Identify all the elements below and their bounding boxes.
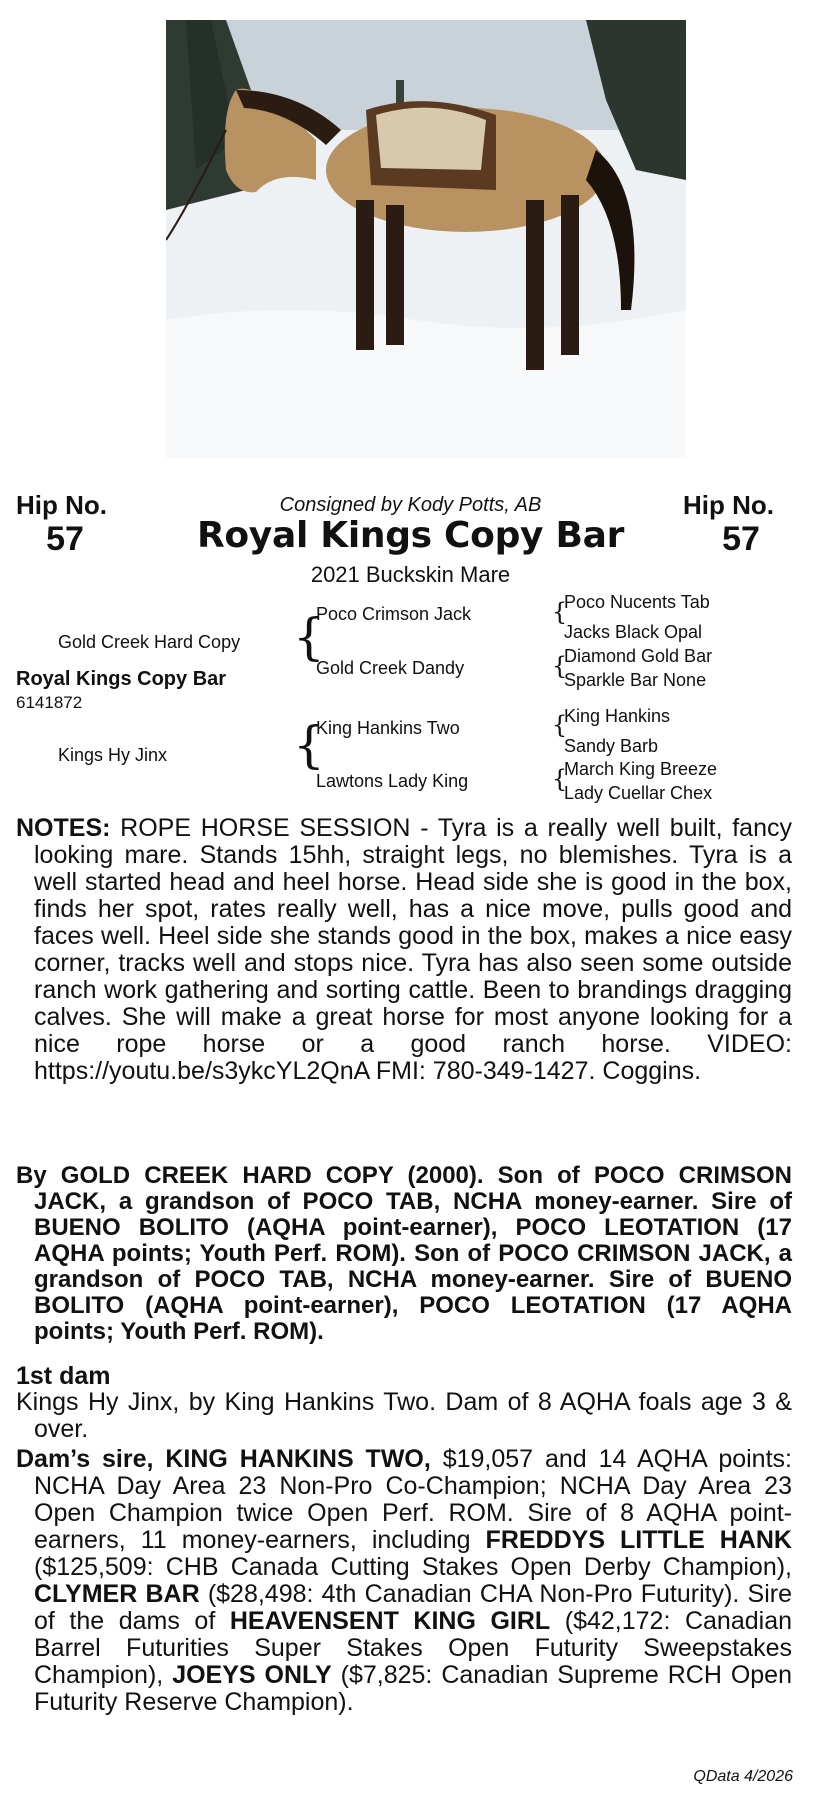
pedigree-gen3-3: Diamond Gold Bar: [564, 646, 713, 666]
offspring-name: JOEYS ONLY: [172, 1661, 332, 1689]
notes-text: ROPE HORSE SESSION - Tyra is a really well built, fancy looking mare. Stands 15hh, straight legs, no blemishes. Tyra is a well started head and heel horse. Head side she is good in the box, finds her spot, rates really well, has a nice move, pulls good and faces well. Heel side she stands good in the box, makes a nice easy corner, tracks well and stops nice. Tyra has also seen some outside ranch work gathering and sorting cattle. Been to brandings dragging calves. She will make a great horse for most anyone looking for a nice rope horse or a good ranch horse. VIDEO: https://youtu.be/s3ykcYL2QnA FMI: 780-349-1427. Coggins.: [34, 814, 792, 1085]
hip-label-left: Hip No.: [16, 490, 107, 520]
sire-paragraph: By GOLD CREEK HARD COPY (2000). Son of POCO CRIMSON JACK, a grandson of POCO TAB, NCHA money-earner. Sire of BUENO BOLITO (AQHA point-earner), POCO LEOTATION (17 AQHA points; Youth Perf. ROM). Son of POCO CRIMSON JACK, a grandson of POCO TAB, NCHA money-earner. Sire of BUENO BOLITO (AQHA point-earner), POCO LEOTATION (17 AQHA points; Youth Perf. ROM).: [16, 1162, 792, 1345]
pedigree-sire: Gold Creek Hard Copy: [58, 632, 241, 652]
offspring-name: FREDDYS LITTLE HANK: [485, 1526, 792, 1554]
brace-icon: {: [552, 652, 568, 680]
first-dam-text: Kings Hy Jinx, by King Hankins Two. Dam of 8 AQHA foals age 3 & over.: [16, 1388, 792, 1443]
brace-icon: {: [552, 711, 568, 739]
dams-sire-text: $19,057 and 14 AQHA points: NCHA Day Area 23 Non-Pro Co-Champion; NCHA Day Area 23 Open Champion twice Open Perf. ROM. Sire of 8 AQHA point-earners, 11 money-earners, including: [34, 1445, 792, 1554]
pedigree-dam: Kings Hy Jinx: [58, 745, 168, 765]
dams-sire-paragraph: [16, 1446, 792, 1716]
consigner-line: Consigned by Kody Potts, AB: [279, 494, 542, 516]
first-dam-heading: 1st dam: [16, 1362, 111, 1390]
pedigree-dam-sire: King Hankins Two: [316, 718, 460, 738]
dams-sire-text: ($125,509: CHB Canada Cutting Stakes Open Derby Champion),: [34, 1553, 792, 1581]
horse-subtitle: 2021 Buckskin Mare: [310, 562, 511, 587]
offspring-name: CLYMER BAR: [34, 1580, 200, 1608]
dams-sire-lead: Dam’s sire, KING HANKINS TWO,: [16, 1445, 431, 1473]
dams-sire-text: ($28,498: 4th Canadian CHA Non-Pro Futurity). Sire of the dams of: [34, 1580, 792, 1635]
hip-label-right: Hip No.: [683, 490, 774, 520]
horse-photo-illustration: [166, 20, 686, 458]
pedigree-gen3-7: March King Breeze: [564, 759, 718, 779]
brace-icon: {: [293, 608, 325, 666]
horse-name-title: Royal Kings Copy Bar: [196, 515, 625, 556]
pedigree-gen3-1: Poco Nucents Tab: [564, 592, 710, 612]
pedigree-dam-dam: Lawtons Lady King: [316, 771, 469, 791]
brace-icon: {: [293, 716, 325, 774]
pedigree-gen3-2: Jacks Black Opal: [564, 622, 703, 642]
pedigree-horse: Royal Kings Copy Bar: [16, 668, 227, 690]
dams-sire-text: ($42,172: Canadian Barrel Futurities Super Stakes Open Futurity Sweepstakes Champion),: [34, 1607, 792, 1689]
notes-paragraph: [16, 815, 792, 1085]
pedigree-gen3-6: Sandy Barb: [564, 736, 659, 756]
offspring-name: HEAVENSENT KING GIRL: [229, 1607, 551, 1635]
brace-icon: {: [552, 765, 568, 793]
pedigree-sire-dam: Gold Creek Dandy: [316, 658, 465, 678]
pedigree-gen3-5: King Hankins: [564, 706, 671, 726]
hip-number-right: 57: [722, 520, 760, 558]
registration-number: 6141872: [16, 693, 83, 712]
footer-tag: QData 4/2026: [693, 1768, 793, 1785]
hip-number-left: 57: [46, 520, 84, 558]
pedigree-gen3-8: Lady Cuellar Chex: [564, 783, 713, 803]
notes-label: NOTES:: [16, 814, 111, 842]
horse-photo: [166, 20, 686, 458]
brace-icon: {: [552, 598, 568, 626]
pedigree-gen3-4: Sparkle Bar None: [564, 670, 707, 690]
pedigree-sire-sire: Poco Crimson Jack: [316, 604, 472, 624]
dams-sire-text: ($7,825: Canadian Supreme RCH Open Futurity Reserve Champion).: [34, 1661, 792, 1716]
